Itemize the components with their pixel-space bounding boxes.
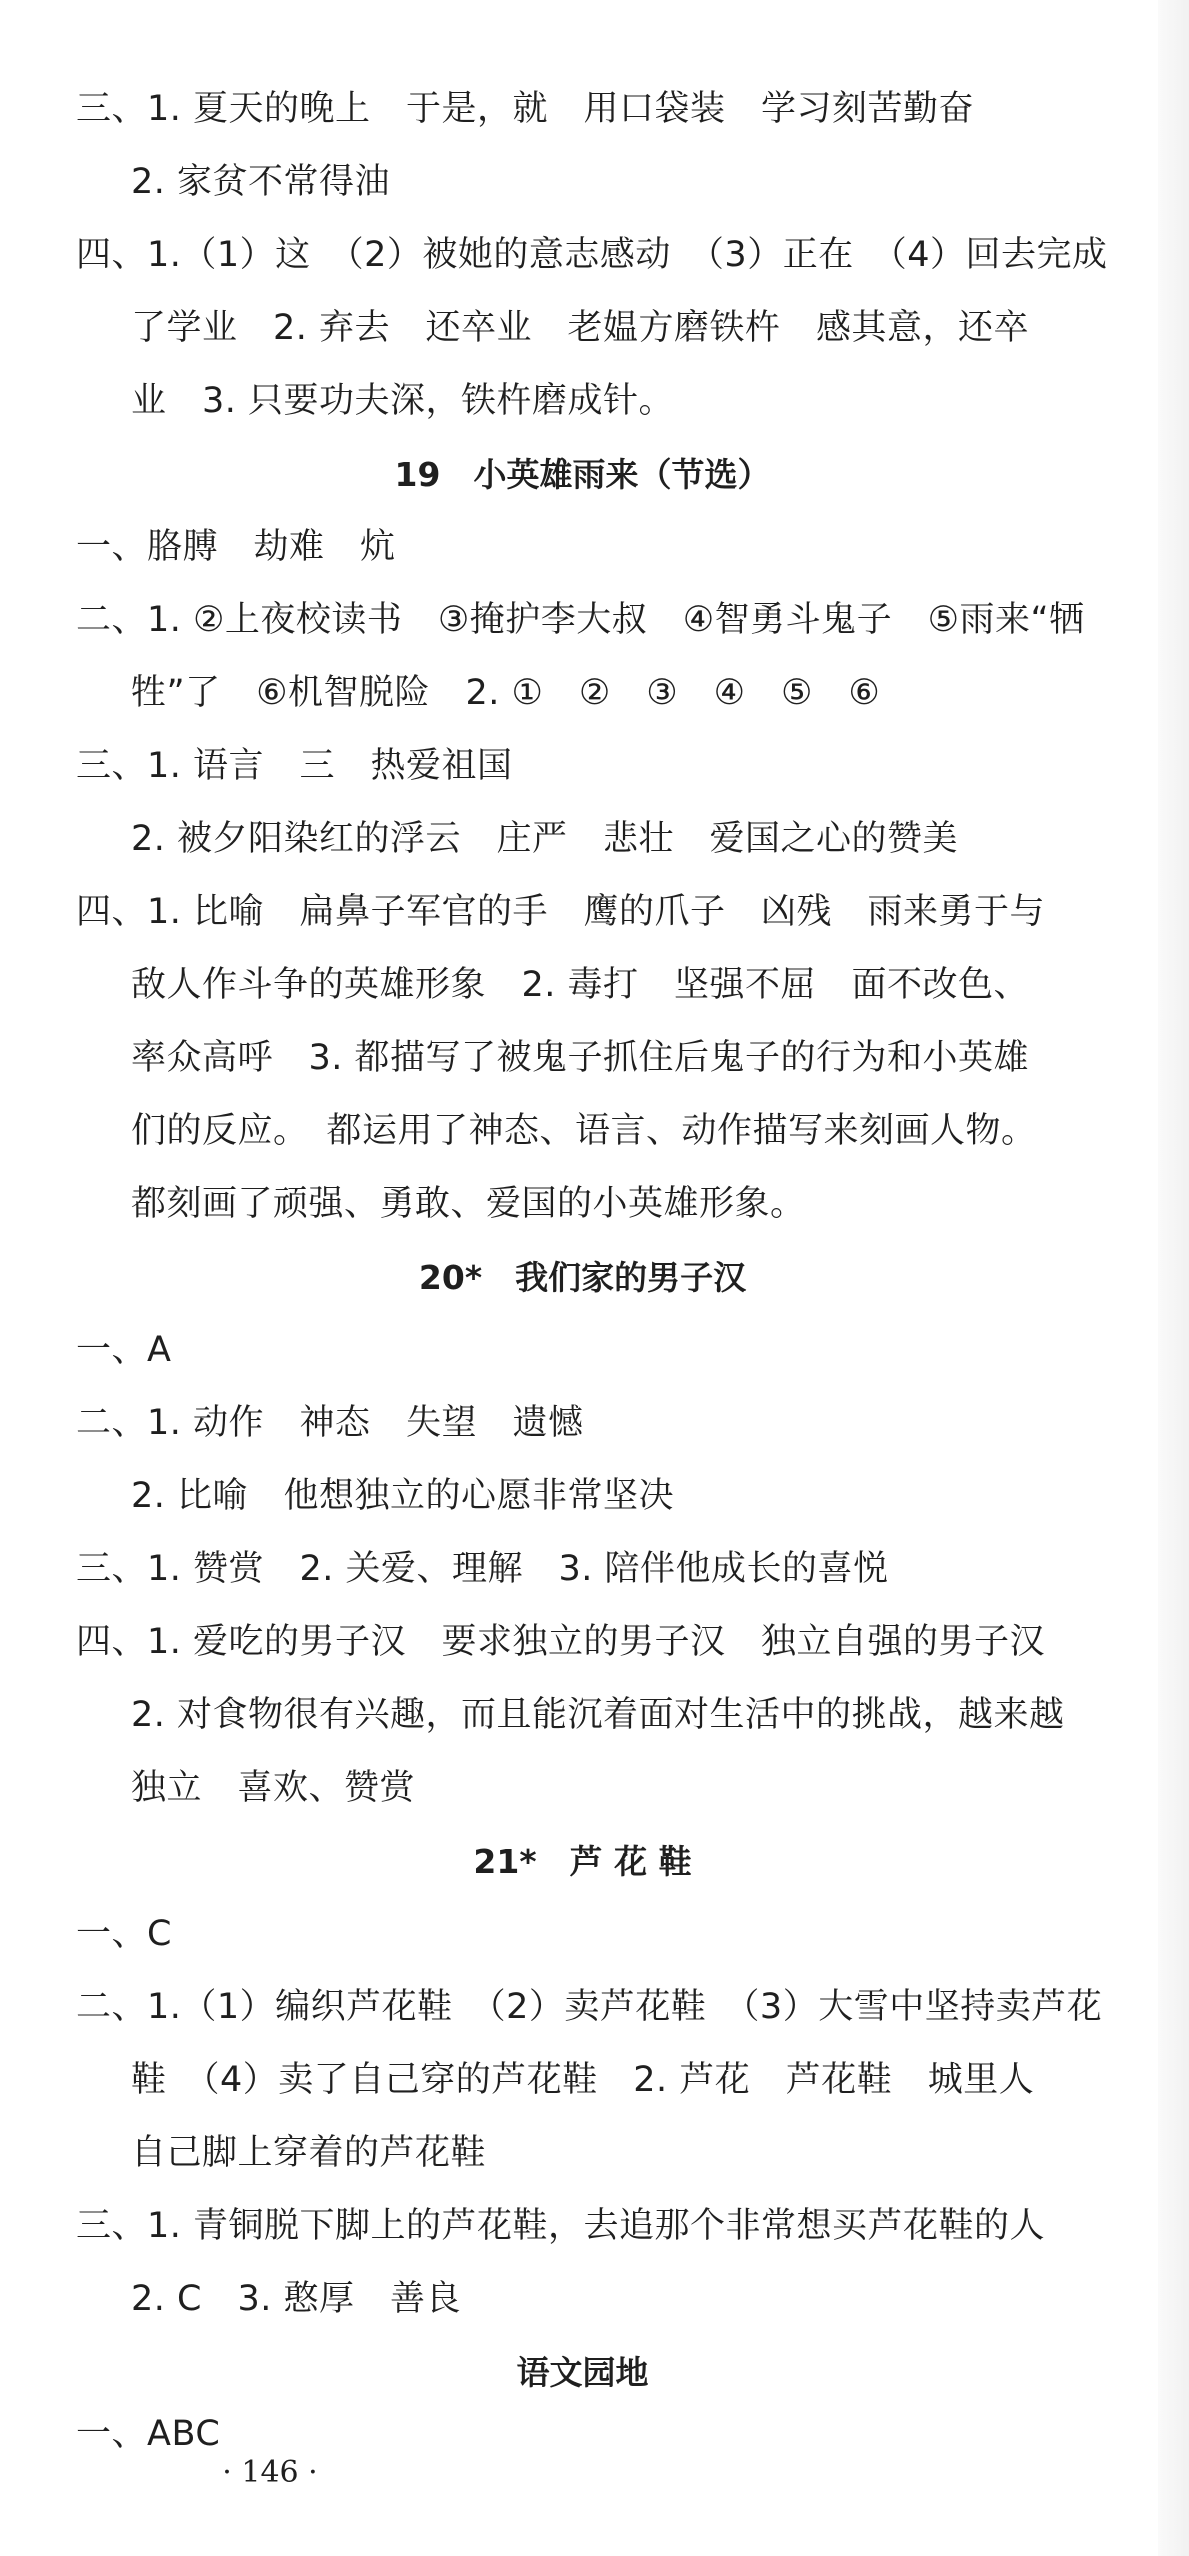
answer-line: 二、1. ②上夜校读书 ③掩护李大叔 ④智勇斗鬼子 ⑤雨来“牺 <box>76 600 1085 640</box>
answer-line: 三、1. 夏天的晚上 于是，就 用口袋装 学习刻苦勤奋 <box>76 89 975 129</box>
answer-line: 2. 比喻 他想独立的心愿非常坚决 <box>131 1476 675 1516</box>
answer-line: 2. C 3. 憨厚 善良 <box>131 2279 461 2319</box>
answer-line: 自己脚上穿着的芦花鞋 <box>131 2133 487 2173</box>
answer-line: 一、ABC <box>76 2414 221 2454</box>
answer-line: 2. 家贫不常得油 <box>131 162 391 202</box>
page-number: · 146 · <box>222 2455 318 2490</box>
answer-line: 牲”了 ⑥机智脱险 2. ① ② ③ ④ ⑤ ⑥ <box>131 673 881 713</box>
section-heading: 19 小英雄雨来（节选） <box>394 455 771 494</box>
answer-line: 鞋 （4）卖了自己穿的芦花鞋 2. 芦花 芦花鞋 城里人 <box>131 2060 1035 2100</box>
answer-line: 四、1. 比喻 扁鼻子军官的手 鹰的爪子 凶残 雨来勇于与 <box>76 892 1046 932</box>
answer-line: 独立 喜欢、赞赏 <box>131 1768 416 1808</box>
answer-line: 都刻画了顽强、勇敢、爱国的小英雄形象。 <box>131 1184 806 1224</box>
answer-line: 一、胳膊 劫难 炕 <box>76 527 396 567</box>
page-edge-shadow <box>1158 0 1189 2556</box>
answer-line: 一、C <box>76 1914 172 1954</box>
section-heading: 20* 我们家的男子汉 <box>418 1258 747 1297</box>
answer-line: 2. 对食物很有兴趣，而且能沉着面对生活中的挑战，越来越 <box>131 1695 1065 1735</box>
answer-line: 三、1. 语言 三 热爱祖国 <box>76 746 513 786</box>
answer-line: 了学业 2. 弃去 还卒业 老媪方磨铁杵 感其意，还卒 <box>131 308 1030 348</box>
answer-line: 业 3. 只要功夫深，铁杵磨成针。 <box>131 381 675 421</box>
answer-line: 二、1.（1）编织芦花鞋 （2）卖芦花鞋 （3）大雪中坚持卖芦花 <box>76 1987 1103 2027</box>
answer-line: 三、1. 赞赏 2. 关爱、理解 3. 陪伴他成长的喜悦 <box>76 1549 889 1589</box>
section-heading: 21* 芦 花 鞋 <box>473 1842 692 1881</box>
answer-line: 2. 被夕阳染红的浮云 庄严 悲壮 爱国之心的赞美 <box>131 819 959 859</box>
answer-line: 四、1. 爱吃的男子汉 要求独立的男子汉 独立自强的男子汉 <box>76 1622 1046 1662</box>
answer-line: 率众高呼 3. 都描写了被鬼子抓住后鬼子的行为和小英雄 <box>131 1038 1030 1078</box>
answer-line: 一、A <box>76 1330 172 1370</box>
answer-line: 四、1.（1）这 （2）被她的意志感动 （3）正在 （4）回去完成 <box>76 235 1108 275</box>
answer-line: 三、1. 青铜脱下脚上的芦花鞋，去追那个非常想买芦花鞋的人 <box>76 2206 1046 2246</box>
answer-line: 敌人作斗争的英雄形象 2. 毒打 坚强不屈 面不改色、 <box>131 965 1030 1005</box>
section-heading: 语文园地 <box>516 2353 649 2392</box>
answer-line: 二、1. 动作 神态 失望 遗憾 <box>76 1403 584 1443</box>
answer-line: 们的反应。 都运用了神态、语言、动作描写来刻画人物。 <box>131 1111 1037 1151</box>
